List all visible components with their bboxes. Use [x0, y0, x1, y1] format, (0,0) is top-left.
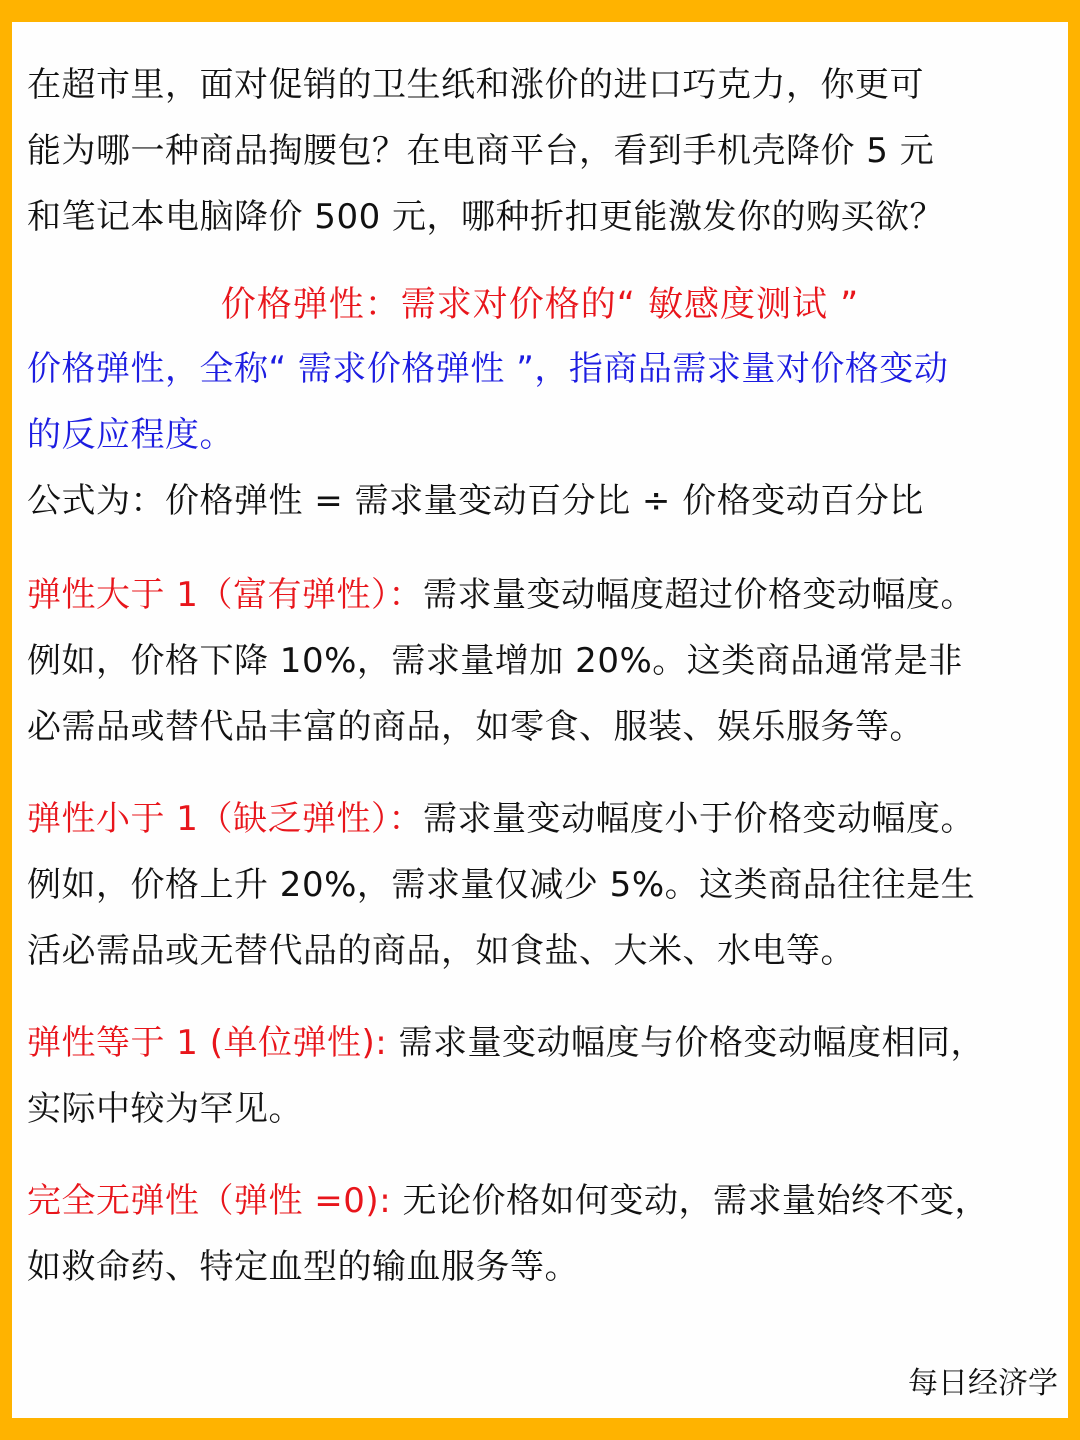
- content-card: [12, 22, 1068, 1418]
- intro-paragraph: 在超市里，面对促销的卫生纸和涨价的进口巧克力，你更可 能为哪一种商品掏腰包？在电商平台，看到手机壳降价 5 元 和笔记本电脑降价 500 元，哪种折扣更能激发你的购买欲？: [27, 65, 945, 237]
- section-heading: 价格弹性：需求对价格的“ 敏感度测试 ”: [220, 285, 860, 325]
- elastic-label: 弹性大于 1（富有弹性）：: [27, 575, 423, 615]
- elastic-section: [27, 562, 1057, 760]
- inelastic-text: 需求量变动幅度小于价格变动幅度。 例如，价格上升 20%，需求量仅减少 5%。这类商品往往是生 活必需品或无替代品的商品，如食盐、大米、水电等。: [27, 799, 976, 971]
- perfectly-inelastic-label: 完全无弹性（弹性 =0):: [27, 1181, 392, 1221]
- unit-elastic-text: 需求量变动幅度与价格变动幅度相同， 实际中较为罕见。: [27, 1023, 986, 1129]
- perfectly-inelastic-section: [27, 1168, 1057, 1300]
- inelastic-section: [27, 786, 1057, 984]
- perfectly-inelastic-text: 无论价格如何变动，需求量始终不变， 如救命药、特定血型的输血服务等。: [27, 1181, 989, 1287]
- inelastic-label: 弹性小于 1（缺乏弹性）：: [27, 799, 423, 839]
- unit-elastic-section: [27, 1010, 1057, 1142]
- formula-line: 公式为：价格弹性 = 需求量变动百分比 ÷ 价格变动百分比: [27, 481, 924, 521]
- brand-signature: 每日经济学: [908, 1366, 1058, 1401]
- unit-elastic-label: 弹性等于 1 (单位弹性):: [27, 1023, 388, 1063]
- definition-paragraph: 价格弹性，全称“ 需求价格弹性 ”，指商品需求量对价格变动 的反应程度。: [27, 349, 949, 455]
- elastic-text: 需求量变动幅度超过价格变动幅度。 例如，价格下降 10%，需求量增加 20%。这类商品通常是非 必需品或替代品丰富的商品，如零食、服装、娱乐服务等。: [27, 575, 975, 747]
